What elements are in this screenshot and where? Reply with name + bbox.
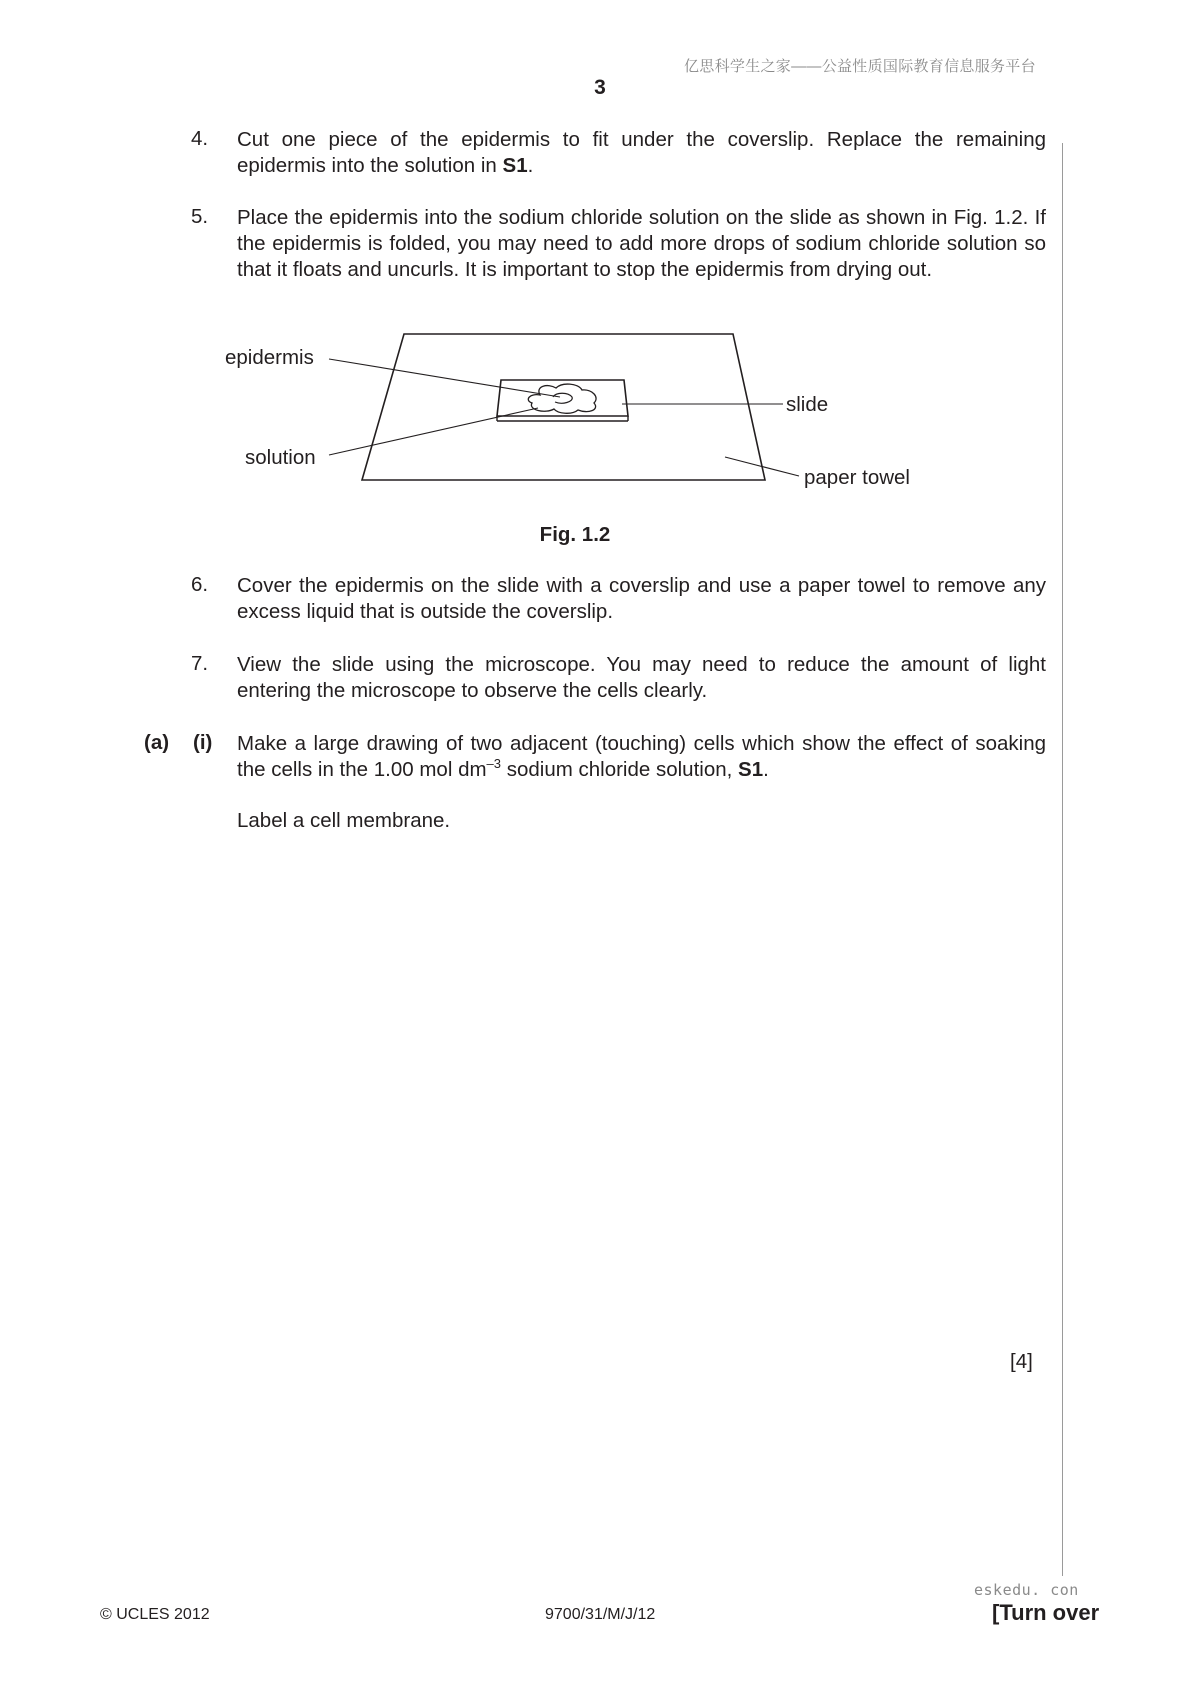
footer-watermark: eskedu. con: [974, 1581, 1079, 1599]
question-text-middle: sodium chloride solution,: [501, 758, 739, 781]
header-watermark: 亿思科学生之家——公益性质国际教育信息服务平台: [684, 58, 1036, 75]
question-part-label: (a): [144, 731, 170, 754]
question-text-end: .: [763, 758, 769, 781]
step-number-5: 5.: [191, 205, 209, 228]
question-superscript: –3: [486, 756, 502, 771]
figure-slide-diagram: [0, 0, 1191, 520]
step-number-4: 4.: [191, 127, 209, 150]
label-epidermis: epidermis: [225, 346, 314, 369]
epidermis-leader: [329, 359, 560, 397]
question-bold: S1: [738, 758, 764, 781]
step-4-text-end: .: [527, 154, 534, 177]
step-text-6: Cover the epidermis on the slide with a coverslip and use a paper towel to remove any excess liquid that is outside the coverslip.: [237, 574, 1046, 623]
slide-shape: [497, 380, 628, 416]
label-paper-towel: paper towel: [804, 466, 910, 489]
step-4-bold: S1: [502, 154, 528, 177]
epidermis-fold: [553, 393, 572, 403]
question-text: [237, 731, 1046, 783]
solution-leader: [329, 408, 538, 455]
label-slide: slide: [786, 393, 829, 416]
step-number-6: 6.: [191, 573, 209, 596]
epidermis-shape: [528, 384, 596, 413]
question-instruction: Label a cell membrane.: [237, 809, 451, 832]
step-text-5: Place the epidermis into the sodium chloride solution on the slide as shown in Fig. 1.2. If the epidermis is folded, you may need to add more drops of sodium chloride solution so that it floats and uncurls. It is important to stop the epidermis from drying out.: [237, 206, 1046, 281]
step-number-7: 7.: [191, 652, 209, 675]
paper-towel-shape: [362, 334, 765, 480]
figure-caption: Fig. 1.2: [539, 523, 611, 546]
step-text-7: View the slide using the microscope. You may need to reduce the amount of light entering the microscope to observe the cells clearly.: [237, 653, 1046, 702]
footer-copyright: © UCLES 2012: [100, 1606, 210, 1623]
paper-towel-leader: [725, 457, 799, 476]
question-text-start: Make a large drawing of two adjacent (touching) cells which show the effect of soaking the cells in the 1.00 mol dm: [237, 732, 1046, 781]
footer-turn-over: [Turn over: [992, 1600, 1100, 1625]
step-4-text: Cut one piece of the epidermis to fit under the coverslip. Replace the remaining epidermis into the solution in: [237, 128, 1046, 177]
drawing-answer-area[interactable]: [237, 850, 1046, 1340]
footer-paper-code: 9700/31/M/J/12: [545, 1606, 656, 1623]
marks-allocation: [4]: [1010, 1350, 1033, 1373]
label-solution: solution: [245, 446, 316, 469]
question-subpart-label: (i): [193, 731, 213, 754]
page-number: 3: [594, 76, 606, 99]
